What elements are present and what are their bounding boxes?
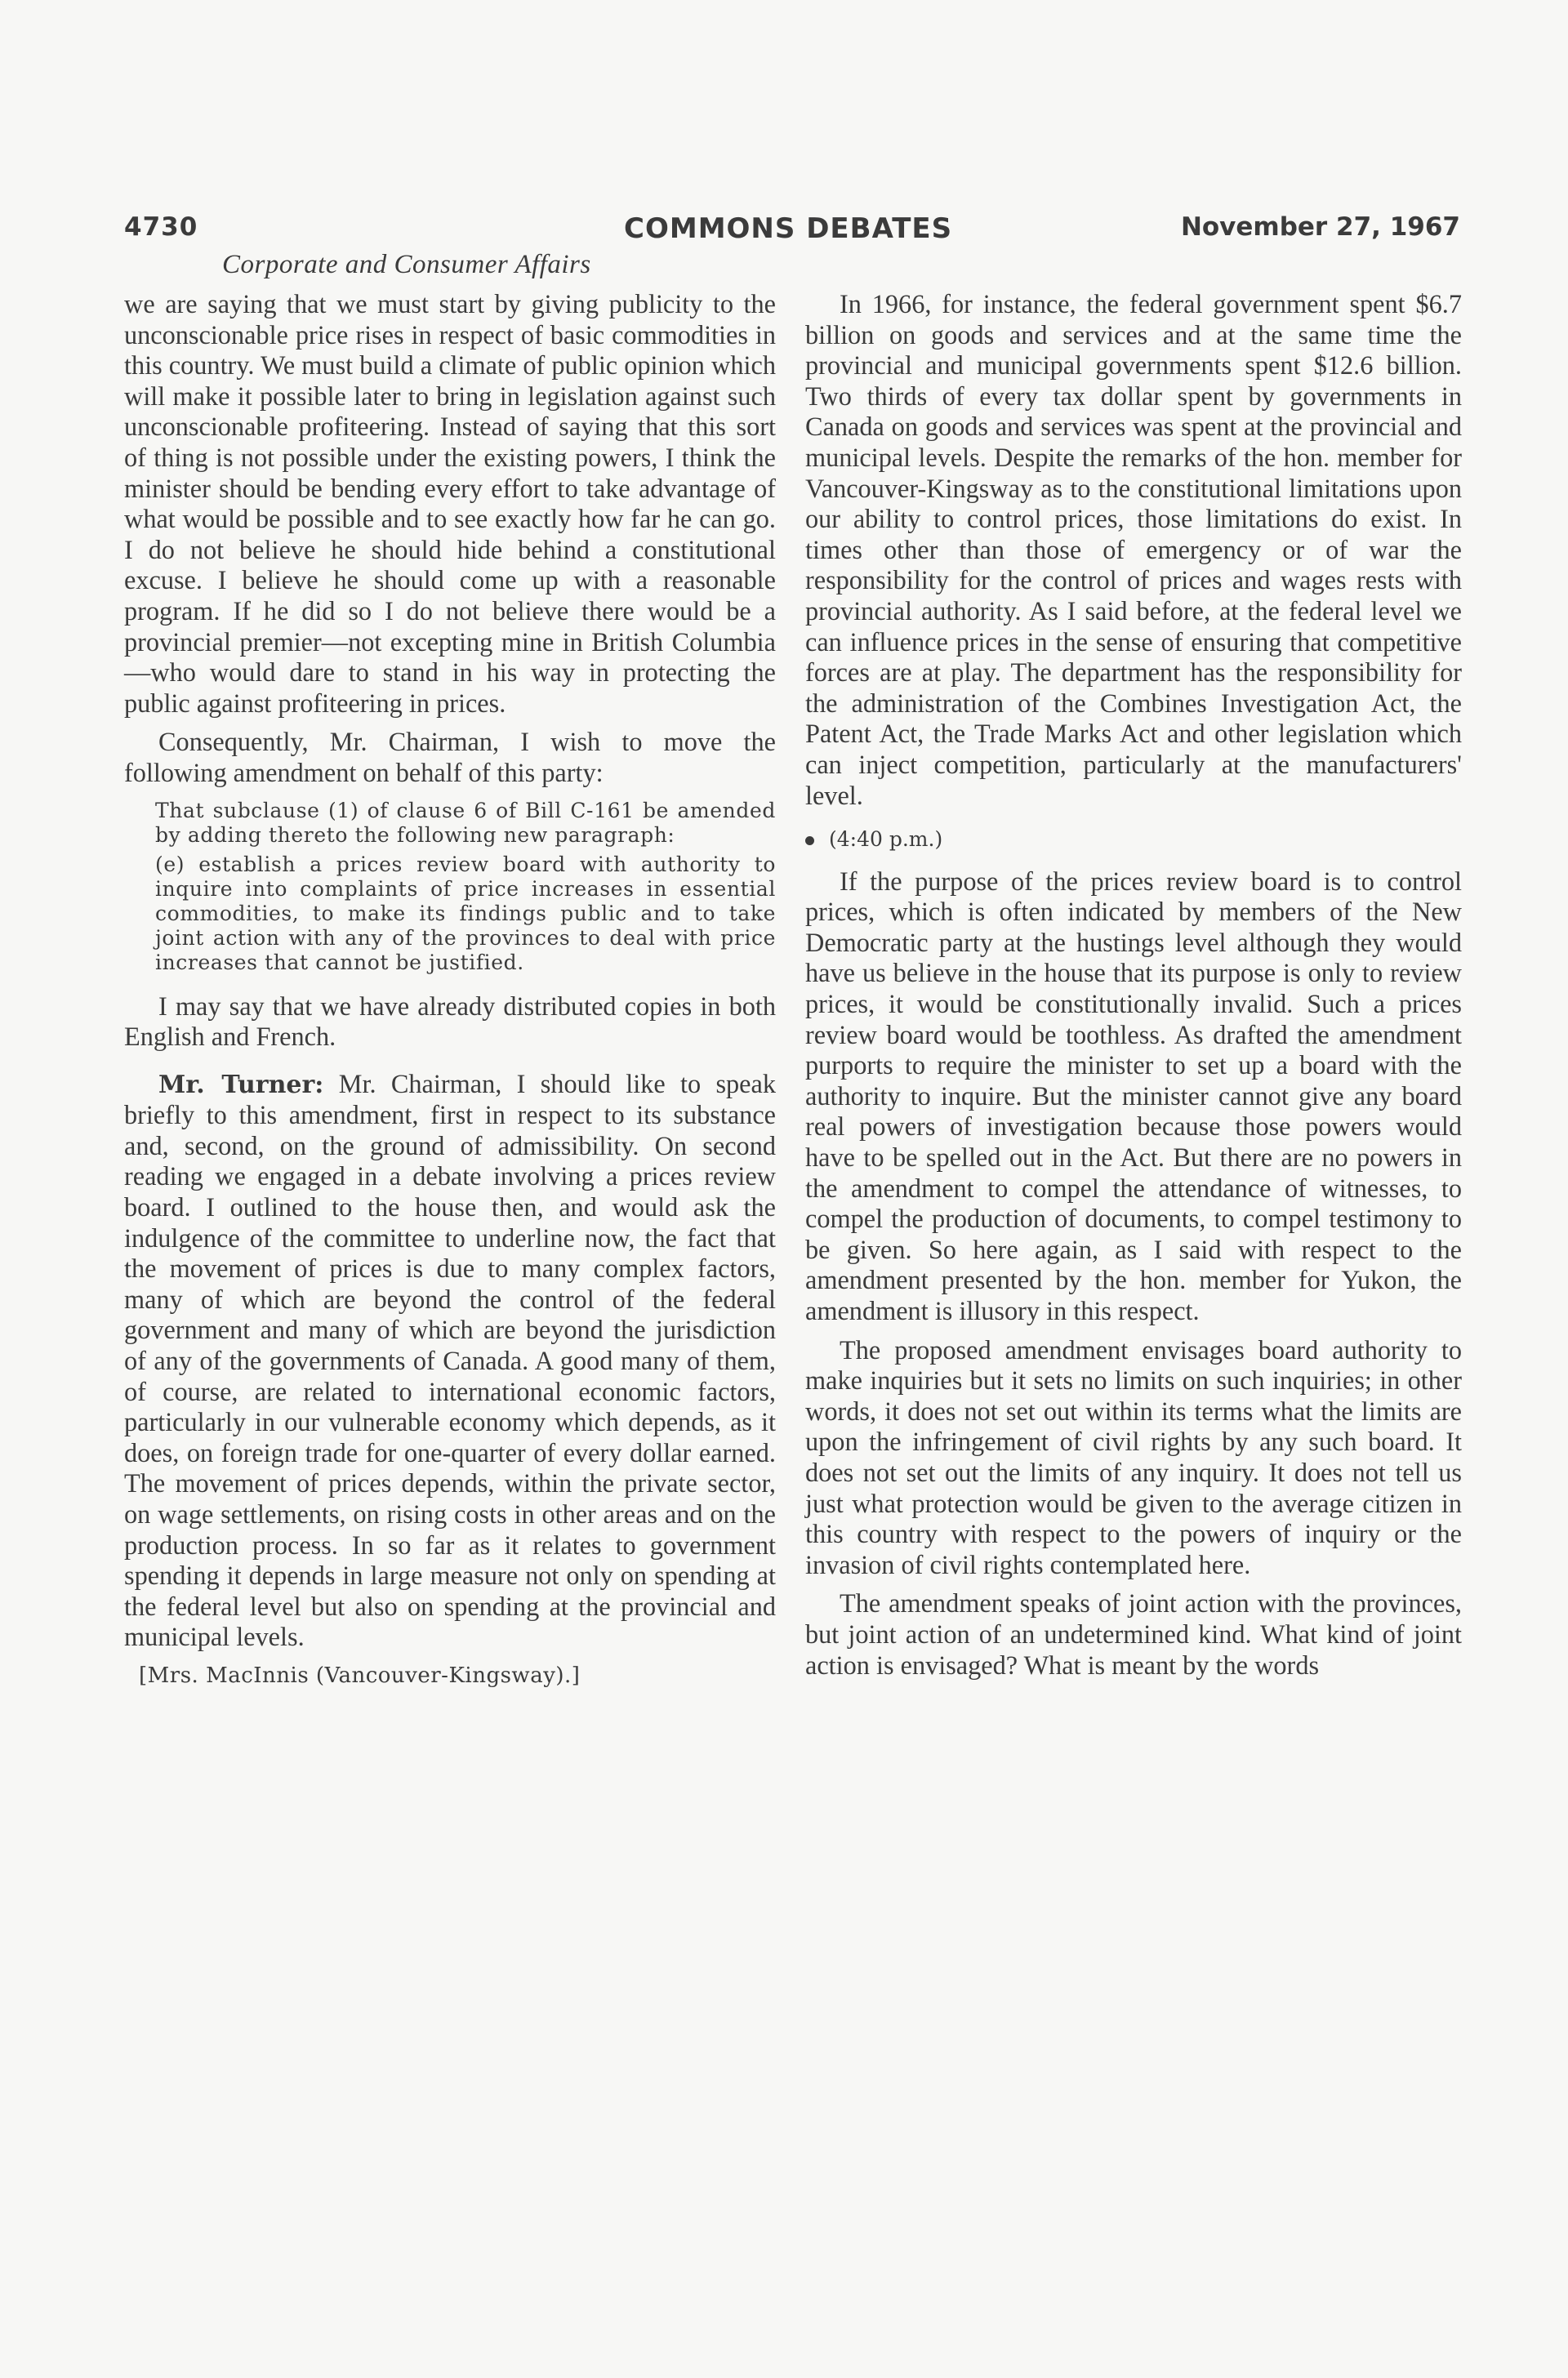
page-header bbox=[124, 212, 1460, 245]
speaker-name: Mr. Turner: bbox=[158, 1070, 324, 1099]
paragraph: The proposed amendment envisages board authority to make inquiries but it sets no limits on such inquiries; in other words, it does not set out within its terms what the limits are upon the infringement of civil rights by any such board. It does not set out the limits of any inquiry. It does not tell us just what protection would be given to the average citizen in this country with respect to the powers of inquiry or the invasion of civil rights contemplated here. bbox=[805, 1334, 1462, 1579]
paragraph: we are saying that we must start by giving publicity to the unconscionable price rises in respect of basic commodities in this country. We must build a climate of public opinion which will make it possible later to bring in legislation against such unconscionable profiteering. Instead of saying that this sort of thing is not possible under the existing powers, I think the minister should be bending every effort to take advantage of what would be possible and to see exactly how far he can go. I do not believe he should hide behind a constitutional excuse. I believe he should come up with a reasonable program. If he did so I do not believe there would be a provincial premier—not excepting mine in British Columbia—who would dare to stand in his way in protecting the public against profiteering in prices. bbox=[124, 289, 776, 718]
speech-text: Mr. Chairman, I should like to speak briefly to this amendment, first in respect to its substance and, second, on the ground of admissibility. On second reading we engaged in a debate involving a prices review board. I outlined to the house then, and would ask the indulgence of the committee to underline now, the fact that the movement of prices is due to many complex factors, many of which are beyond the control of the federal government and many of which are beyond the jurisdiction of any of the governments of Canada. A good many of them, of course, are related to international economic factors, particularly in our vulnerable economy which depends, as it does, on foreign trade for one-quarter of every dollar earned. The movement of prices depends, within the private sector, on wage settlements, on rising costs in other areas and on the production process. In so far as it relates to government spending it depends in large measure not only on spending at the federal level but also on spending at the provincial and municipal levels. bbox=[124, 1068, 776, 1652]
quote-paragraph: (e) establish a prices review board with authority to inquire into complaints of price increases in essential commodities, to make its findings public and to take joint action with any of the provinces to deal with price increases that cannot be justified. bbox=[155, 852, 776, 974]
journal-title: COMMONS DEBATES bbox=[624, 212, 953, 245]
speech-paragraph bbox=[124, 1069, 776, 1653]
page-number: 4730 bbox=[124, 212, 198, 242]
speaker-note: [Mrs. MacInnis (Vancouver-Kingsway).] bbox=[139, 1663, 581, 1688]
paragraph: In 1966, for instance, the federal government spent $6.7 billion on goods and services and at the same time the provincial and municipal governments spent $12.6 billion. Two thirds of every tax dollar spent by governments in Canada on goods and services was spent at the provincial and municipal levels. Despite the remarks of the hon. member for Vancouver-Kingsway as to the constitutional limitations upon our ability to control prices, those limitations do exist. In times other than those of emergency or of war the responsibility for the control of prices and wages rests with provincial authority. As I said before, at the federal level we can influence prices in the sense of ensuring that competitive forces are at play. The department has the responsibility for the administration of the Combines Investigation Act, the Patent Act, the Trade Marks Act and other legislation which can inject competition, particularly at the manufacturers' level. bbox=[805, 289, 1462, 810]
amendment-quote bbox=[124, 799, 776, 975]
quote-paragraph: That subclause (1) of clause 6 of Bill C-161 be amended by adding thereto the following new paragraph: bbox=[155, 798, 776, 847]
paragraph: The amendment speaks of joint action with the provinces, but joint action of an undetermined kind. What kind of joint action is envisaged? What is meant by the words bbox=[805, 1588, 1462, 1680]
bullet-dot-icon bbox=[805, 836, 814, 845]
section-title: Corporate and Consumer Affairs bbox=[222, 250, 591, 279]
paragraph: I may say that we have already distributed copies in both English and French. bbox=[124, 991, 776, 1052]
time-marker bbox=[805, 824, 1462, 855]
left-column bbox=[124, 289, 776, 1692]
page-date: November 27, 1967 bbox=[1180, 212, 1460, 242]
paragraph: Consequently, Mr. Chairman, I wish to move the following amendment on behalf of this party: bbox=[124, 727, 776, 787]
right-column bbox=[805, 289, 1462, 1689]
paragraph: If the purpose of the prices review board is to control prices, which is often indicated by members of the New Democratic party at the hustings level although they would have us believe in the house that its purpose is only to review prices, it would be constitutionally invalid. Such a prices review board would be toothless. As drafted the amendment purports to require the minister to set up a board with the authority to inquire. But the minister cannot give any board real powers of investigation because those powers would have to be spelled out in the Act. But there are no powers in the amendment to compel the attendance of witnesses, to compel the production of documents, to compel testimony to be given. So here again, as I said with respect to the amendment presented by the hon. member for Yukon, the amendment is illusory in this respect. bbox=[805, 866, 1462, 1325]
time-marker-text: (4:40 p.m.) bbox=[829, 827, 943, 852]
